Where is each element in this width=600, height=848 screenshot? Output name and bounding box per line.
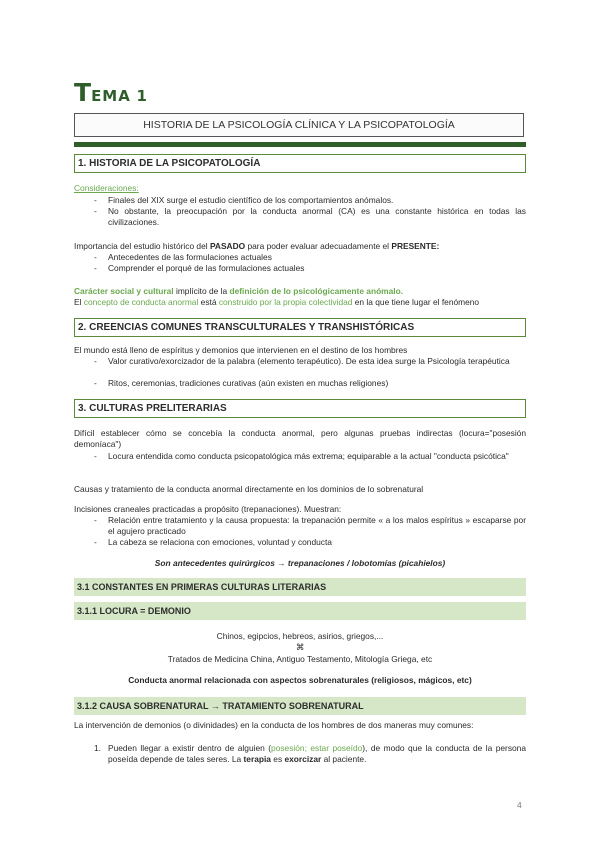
character-text: Carácter social y cultural implícito de la definición de lo psicológicamente anómalo. [74,286,404,296]
section-1-heading: 1. HISTORIA DE LA PSICOPATOLOGÍA [74,154,526,173]
surgical-summary: Son antecedentes quirúrgicos → trepanaciones / lobotomías (picahielos) [154,558,446,568]
considerations-label: Consideraciones: [74,183,139,193]
s3-item-3: - La cabeza se relaciona con emociones, voluntad y conducta [94,537,332,547]
consid-item-1: - Finales del XIX surge el estudio científico de los comportamientos anómalos. [94,195,394,205]
symbol-line: ⌘ [295,642,305,652]
causes-text: Causas y tratamiento de la conducta anormal directamente en los dominios de lo sobrenatural [74,484,424,494]
concept-text: El concepto de conducta anormal está construido por la propia colectividad en la que tiene lugar el fenómeno [74,297,480,307]
title-divider [74,142,526,147]
importance-item-2: - Comprender el porqué de las formulaciones actuales [94,263,305,273]
s3-item-1: - Locura entendida como conducta psicopatológica más extrema; equiparable a la actual "conducta psicótica" [94,451,509,461]
tema-initial: T [74,78,92,107]
s2-item-2: - Ritos, ceremonias, tradiciones curativas (aún existen en muchas religiones) [94,378,389,388]
section-2-heading: 2. CREENCIAS COMUNES TRANSCULTURALES Y TRANSHISTÓRICAS [74,318,526,337]
tema-heading [74,78,148,107]
page-number: 4 [517,800,522,810]
tema-rest: EMA [91,87,131,105]
cultures-line: Chinos, egipcios, hebreos, asirios, griegos,... [216,631,384,641]
section-3-1-2-heading: 3.1.2 CAUSA SOBRENATURAL → TRATAMIENTO SOBRENATURAL [74,697,526,715]
incisions-text: Incisiones craneales practicadas a propósito (trepanaciones). Muestran: [74,504,342,514]
importance-text: Importancia del estudio histórico del PASADO para poder evaluar adecuadamente el PRESENTE: [74,241,440,251]
section-3-1-1-heading: 3.1.1 LOCURA = DEMONIO [74,602,526,620]
section-3-heading: 3. CULTURAS PRELITERARIAS [74,399,526,418]
consid-item-2: - No obstante, la preocupación por la conducta anormal (CA) es una constante histórica en todas las civilizaciones. [94,206,526,227]
chapter-title: HISTORIA DE LA PSICOLOGÍA CLÍNICA Y LA PSICOPATOLOGÍA [74,113,524,137]
abnormal-supernatural-line: Conducta anormal relacionada con aspectos sobrenaturales (religiosos, mágicos, etc) [128,675,472,685]
s312-item-1: 1. Pueden llegar a existir dentro de alguien (posesión; estar poseído), de modo que la conducta de la persona poseída depende de tales seres. La terapia es exorcizar al paciente. [94,743,526,764]
importance-item-1: - Antecedentes de las formulaciones actuales [94,252,272,262]
s3-item-2: - Relación entre tratamiento y la causa propuesta: la trepanación permite « a los malos espíritus » escaparse por el agujero practicado [94,515,526,536]
section-3-intro: Difícil establecer cómo se concebía la conducta anormal, pero algunas pruebas indirectas (locura="posesión demoníaca") [74,428,526,449]
section-3-1-2-intro: La intervención de demonios (o divinidades) en la conducta de los hombres de dos maneras muy comunes: [74,720,474,730]
s2-item-1: - Valor curativo/exorcizador de la palabra (elemento terapéutico). De esta idea surge la Psicología terapéutica [94,356,510,366]
section-3-1-heading: 3.1 CONSTANTES EN PRIMERAS CULTURAS LITERARIAS [74,578,526,596]
section-2-intro: El mundo está lleno de espíritus y demonios que intervienen en el destino de los hombres [74,345,408,355]
tema-number: 1 [136,87,148,105]
treatises-line: Tratados de Medicina China, Antiguo Testamento, Mitología Griega, etc [167,654,433,664]
